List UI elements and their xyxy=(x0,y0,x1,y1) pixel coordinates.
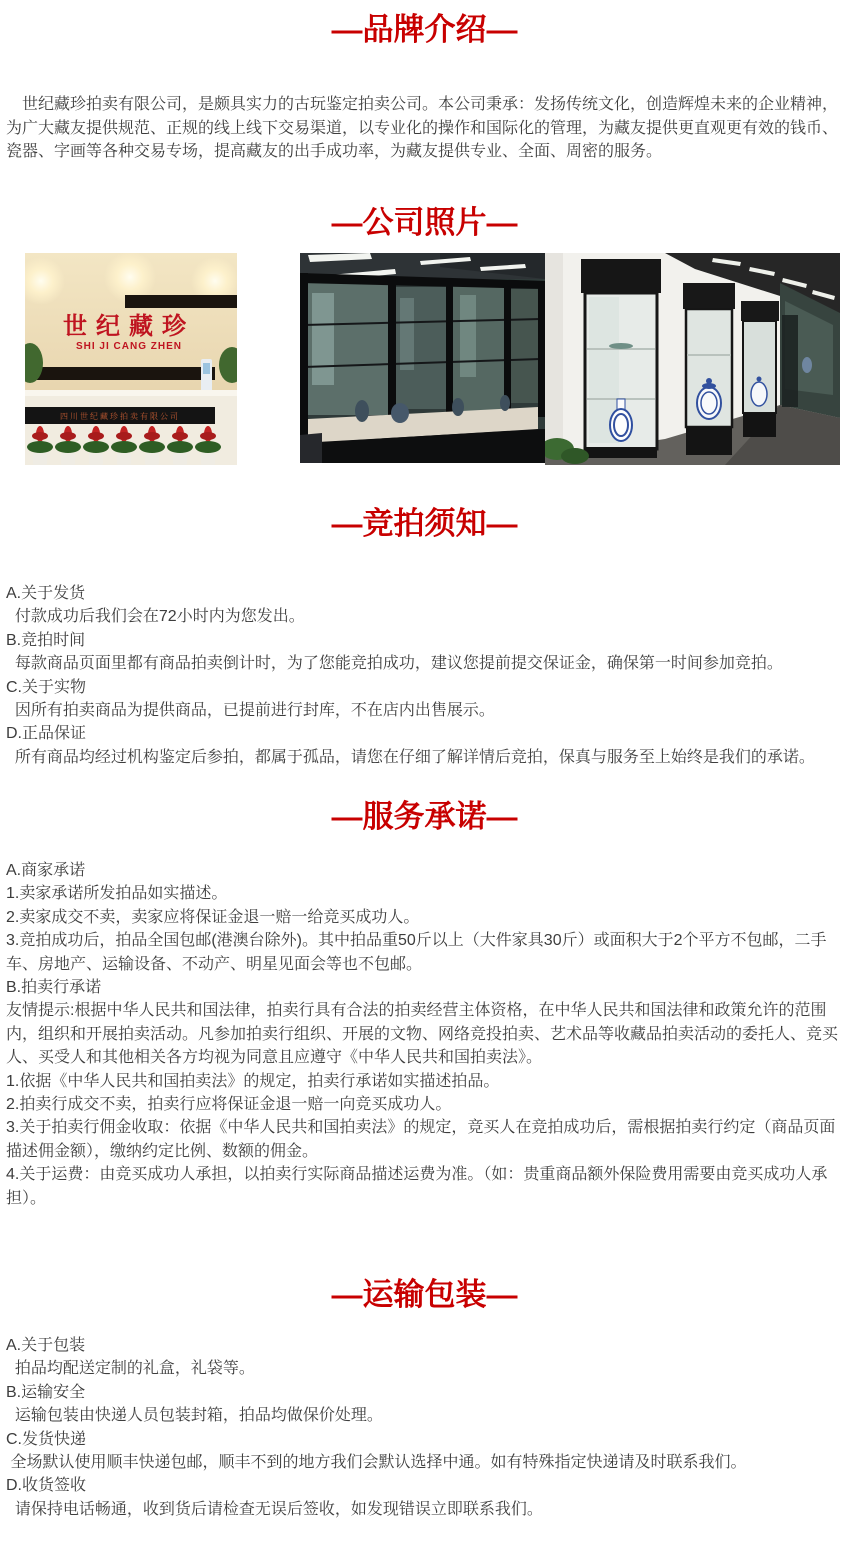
promise-line: 3.竞拍成功后，拍品全国包邮(港澳台除外)。其中拍品重50斤以上（大件家具30斤）或面积大于2个平方不包邮，二手车、房地产、运输设备、不动产、明星见面会等也不包邮。 xyxy=(6,932,827,973)
reflected-vase xyxy=(802,357,812,373)
brand-intro-title: —品牌介绍— xyxy=(331,12,518,47)
auction-notice-title: —竞拍须知— xyxy=(331,506,518,541)
notice-line: B.竞拍时间 xyxy=(6,631,86,649)
wall-shade xyxy=(545,253,563,465)
service-promise-title: —服务承诺— xyxy=(331,799,518,834)
promise-line: B.拍卖行承诺 xyxy=(6,979,102,997)
photo-reception-lobby xyxy=(25,253,237,465)
promise-line: 1.依据《中华人民共和国拍卖法》的规定，拍卖行承诺如实描述拍品。 xyxy=(6,1072,500,1090)
display-towers-image xyxy=(545,253,840,465)
photo-display-towers xyxy=(545,253,840,465)
reception-sign-en: SHI JI CANG ZHEN xyxy=(75,341,183,352)
shipping-line: 拍品均配送定制的礼盒，礼袋等。 xyxy=(6,1360,255,1378)
notice-line: 付款成功后我们会在72小时内为您发出。 xyxy=(6,608,305,626)
reception-lobby-image xyxy=(25,253,237,465)
promise-line: 3.关于拍卖行佣金收取：依据《中华人民共和国拍卖法》的规定，竞买人在竞拍成功后，需根据拍卖行约定（商品页面描述佣金额），缴纳约定比例、数额的佣金。 xyxy=(6,1119,836,1160)
reception-sign-cn: 世纪藏珍 xyxy=(63,313,195,340)
notice-line: A.关于发货 xyxy=(6,585,86,602)
floor-corner xyxy=(300,433,322,463)
notice-line: D.正品保证 xyxy=(6,725,87,743)
reception-desk-text: 四川世纪藏珍拍卖有限公司 xyxy=(60,412,180,421)
glass-panel xyxy=(511,289,538,403)
shipping-line: 全场默认使用顺丰快递包邮，顺丰不到的地方我们会默认选择中通。如有特殊指定快递请及时联系我们。 xyxy=(6,1454,747,1472)
window-reflection xyxy=(312,293,334,385)
auction-notice-list xyxy=(6,582,844,769)
notice-line: 因所有拍卖商品为提供商品，已提前进行封库，不在店内出售展示。 xyxy=(6,702,495,720)
shipping-line: 请保持电话畅通，收到货后请检查无误后签收，如发现错误立即联系我们。 xyxy=(6,1500,543,1518)
service-promise-list xyxy=(6,859,844,1210)
notice-line: C.关于实物 xyxy=(6,678,87,696)
window-reflection xyxy=(460,295,476,377)
display-tower-1 xyxy=(581,259,661,458)
promise-line: 4.关于运费：由竞买成功人承担，以拍卖行实际商品描述运费为准。（如：贵重商品额外保险费用需要由竞买成功人承担）。 xyxy=(6,1166,828,1207)
photo-display-cabinets xyxy=(300,253,545,463)
window-reflection xyxy=(400,298,414,370)
shipping-packing-title: —运输包装— xyxy=(331,1277,518,1312)
shipping-line: C.发货快递 xyxy=(6,1430,87,1448)
company-photos-title: —公司照片— xyxy=(331,205,518,240)
wall-bar xyxy=(125,295,237,308)
shipping-line: D.收货签收 xyxy=(6,1477,87,1495)
shipping-line: 运输包装由快递人员包装封箱，拍品均做保价处理。 xyxy=(6,1407,383,1425)
notice-line: 所有商品均经过机构鉴定后参拍，都属于孤品，请您在仔细了解详情后竞拍，保真与服务至上始终是我们的承诺。 xyxy=(6,748,815,766)
promise-line: 2.卖家成交不卖，卖家应将保证金退一赔一给竞买成功人。 xyxy=(6,908,420,926)
notice-line: 每款商品页面里都有商品拍卖倒计时，为了您能竞拍成功，建议您提前提交保证金，确保第一时间参加竞拍。 xyxy=(6,655,783,673)
promise-line: A.商家承诺 xyxy=(6,862,86,879)
desk-top-edge xyxy=(25,390,237,396)
shipping-line: A.关于包装 xyxy=(6,1337,86,1354)
shipping-line: B.运输安全 xyxy=(6,1383,86,1401)
display-tower-3 xyxy=(741,301,779,437)
shipping-packing-list xyxy=(6,1334,844,1521)
promise-line: 2.拍卖行成交不卖，拍卖行应将保证金退一赔一向竞买成功人。 xyxy=(6,1096,452,1114)
display-cabinets-image xyxy=(300,253,545,463)
display-tower-2 xyxy=(683,283,735,455)
wall-bar xyxy=(25,367,215,380)
promise-line: 友情提示:根据中华人民共和国法律，拍卖行具有合法的拍卖经营主体资格，在中华人民共和国法律和政策允许的范围内，组织和开展拍卖活动。凡参加拍卖行组织、开展的文物、网络竞投拍卖、艺术品等收藏品拍卖活动的委托人、竞买人、买受人和其他相关各方均视为同意且应遵守《中华人民共和国拍卖法》。 xyxy=(6,1002,839,1067)
brand-intro-paragraph: 世纪藏珍拍卖有限公司，是颇具实力的古玩鉴定拍卖公司。本公司秉承：发扬传统文化，创造辉煌未来的企业精神，为广大藏友提供规范、正规的线上线下交易渠道，以专业化的操作和国际化的管理，为藏友提供更直观更有效的钱币、瓷器、字画等各种交易专场，提高藏友的出手成功率，为藏友提供专业、全面、周密的服务。 xyxy=(6,96,839,160)
glass-panel xyxy=(452,285,504,411)
water-bottle xyxy=(203,363,210,374)
display-tower-4 xyxy=(782,315,798,407)
promise-line: 1.卖家承诺所发拍品如实描述。 xyxy=(6,885,228,903)
